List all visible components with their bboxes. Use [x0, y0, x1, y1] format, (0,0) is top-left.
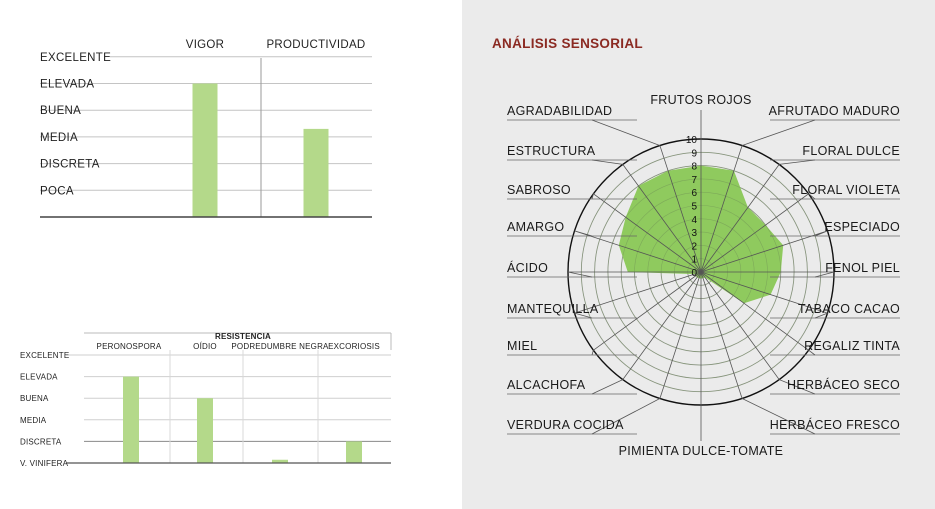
level-label-excelente: EXCELENTE: [40, 51, 112, 64]
bar-peronospora: [123, 377, 139, 463]
bar-productividad: [304, 129, 329, 217]
tick-label-3: 3: [691, 228, 697, 240]
axis-label-floral-dulce: FLORAL DULCE: [802, 144, 900, 158]
level-label-elevada: ELEVADA: [20, 372, 58, 382]
axis-label-floral-violeta: FLORAL VIOLETA: [792, 183, 900, 197]
vigor-productividad-chart: [0, 0, 462, 509]
tick-label-9: 9: [691, 148, 697, 160]
tick-label-1: 1: [691, 254, 697, 266]
axis-label-pimienta-dulce-tomate: PIMIENTA DULCE-TOMATE: [618, 444, 784, 458]
axis-label-mantequilla: MANTEQUILLA: [507, 302, 599, 316]
axis-label-verdura-cocida: VERDURA COCIDA: [507, 418, 624, 432]
level-label-media: MEDIA: [40, 131, 78, 144]
tick-label-5: 5: [691, 201, 697, 213]
level-label-poca: POCA: [40, 185, 74, 198]
bar-oidio: [197, 398, 213, 463]
tick-label-8: 8: [691, 161, 697, 173]
category-label-oidio: OÍDIO: [193, 342, 217, 351]
level-label-excelente: EXCELENTE: [20, 351, 70, 360]
tick-label-6: 6: [691, 188, 697, 200]
category-label-excoriosis: EXCORIOSIS: [328, 342, 380, 351]
axis-label-regaliz-tinta: REGALIZ TINTA: [804, 339, 900, 353]
axis-label-estructura: ESTRUCTURA: [507, 144, 596, 158]
axis-label-tabaco-cacao: TABACO CACAO: [798, 302, 900, 316]
axis-label-miel: MIEL: [507, 339, 538, 353]
tick-label-0: 0: [691, 268, 697, 279]
level-label-elevada: ELEVADA: [40, 78, 95, 91]
radar-spoke: [592, 272, 701, 394]
category-label-productividad: PRODUCTIVIDAD: [266, 39, 366, 51]
level-label-discreta: DISCRETA: [40, 158, 100, 171]
bar-vigor: [193, 84, 218, 218]
tick-label-2: 2: [691, 241, 697, 253]
axis-label-agradabilidad: AGRADABILIDAD: [507, 104, 613, 118]
tick-label-4: 4: [691, 214, 697, 226]
category-label-peronospora: PERONOSPORA: [96, 342, 162, 351]
axis-label-fenol-piel: FENOL PIEL: [825, 261, 900, 275]
axis-label-frutos-rojos: FRUTOS ROJOS: [650, 93, 752, 107]
level-label-buena: BUENA: [20, 394, 49, 404]
axis-label-especiado: ESPECIADO: [824, 220, 900, 234]
tick-label-10: 10: [685, 135, 697, 146]
level-label-discreta: DISCRETA: [20, 437, 62, 447]
radar-spoke: [592, 272, 701, 434]
axis-label-afrutado-maduro: AFRUTADO MADURO: [768, 104, 900, 118]
level-label-buena: BUENA: [40, 105, 82, 118]
level-label-media: MEDIA: [20, 415, 47, 425]
sensory-radar-chart: [462, 0, 935, 509]
right-panel: [462, 0, 935, 509]
level-label-v-vinifera: V. VINIFERA: [20, 459, 69, 468]
axis-label-alcachofa: ALCACHOFA: [507, 378, 586, 392]
bar-excoriosis: [346, 441, 362, 463]
axis-label-amargo: AMARGO: [507, 220, 565, 234]
axis-label-sabroso: SABROSO: [507, 183, 571, 197]
axis-label-acido: ÁCIDO: [507, 261, 549, 275]
category-label-vigor: VIGOR: [185, 39, 225, 51]
radar-title: ANÁLISIS SENSORIAL: [492, 36, 643, 51]
tick-label-7: 7: [691, 174, 697, 186]
axis-label-herbaceo-fresco: HERBÁCEO FRESCO: [769, 418, 900, 432]
category-label-podredumbre-negra: PODREDUMBRE NEGRA: [231, 342, 329, 351]
left-panel: [0, 0, 462, 509]
axis-label-herbaceo-seco: HERBÁCEO SECO: [787, 378, 900, 392]
resistance-title: RESISTENCIA: [215, 332, 271, 341]
